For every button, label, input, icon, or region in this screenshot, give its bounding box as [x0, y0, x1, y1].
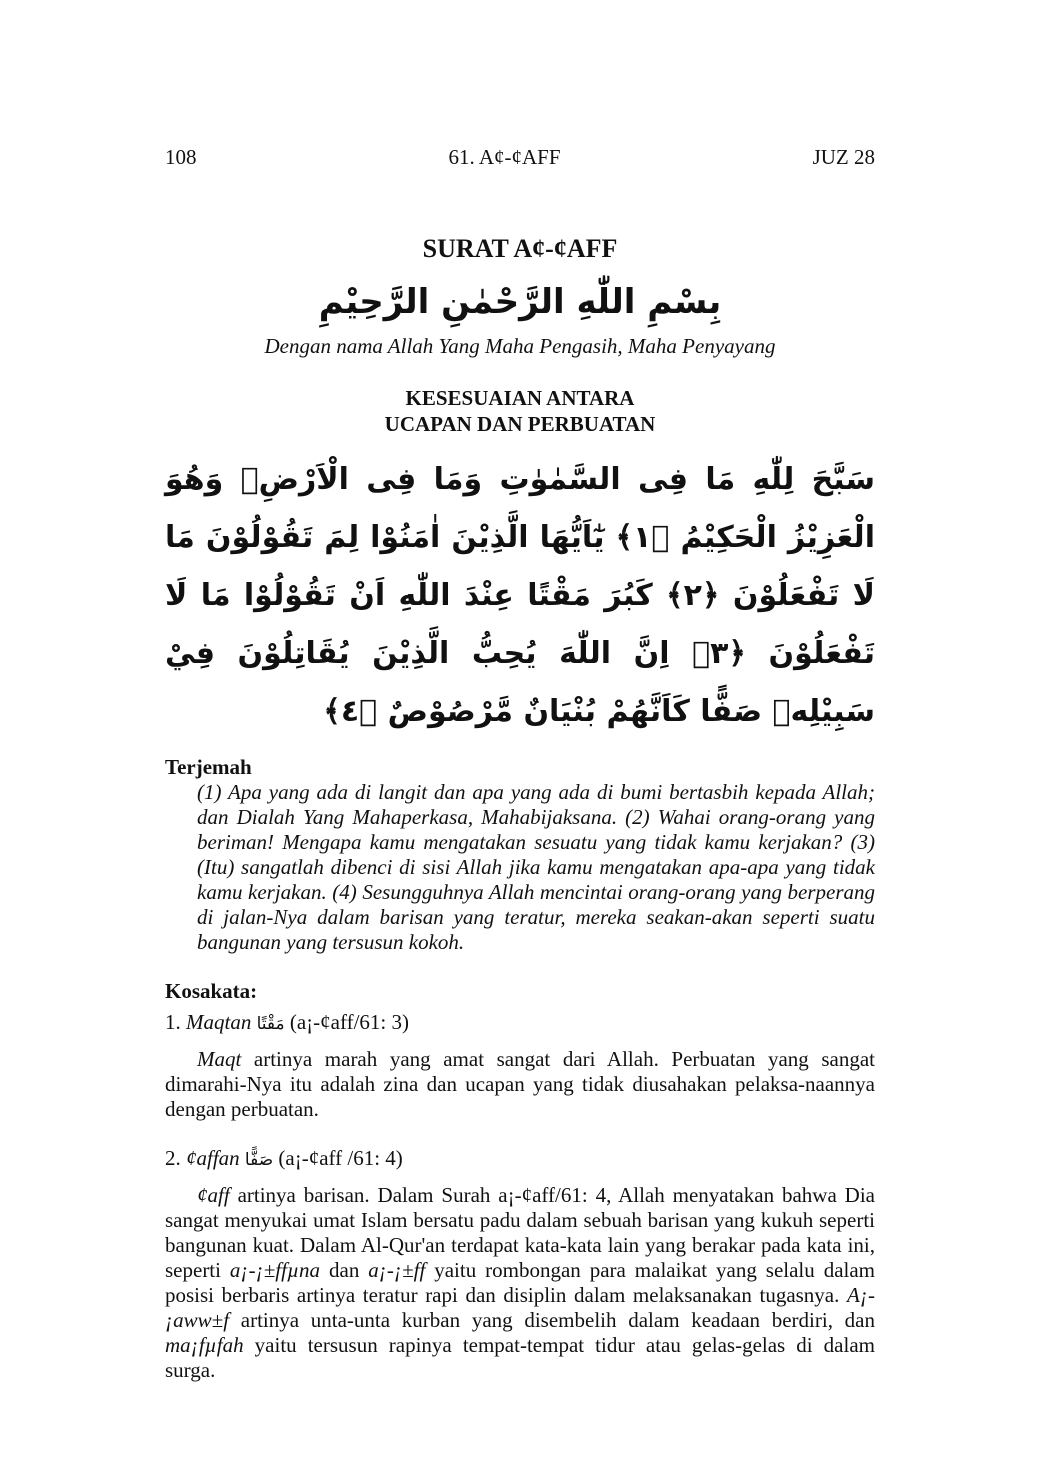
section-heading-line: KESESUAIAN ANTARA — [405, 386, 635, 410]
term-reference: (a¡-¢aff/61: 3) — [289, 1010, 409, 1034]
arabic-verses: سَبَّحَ لِلّٰهِ مَا فِى السَّمٰوٰتِ وَمَا فِى الْاَرْضِۚ وَهُوَ الْعَزِيْزُ الْحَكِيْمُ ﴿١﴾ يٰٓاَيُّهَا الَّذِيْنَ اٰمَنُوْا لِمَ تَقُوْلُوْنَ مَا لَا تَفْعَلُوْنَ ﴿٢﴾ كَبُرَ مَقْتًا عِنْدَ اللّٰهِ اَنْ تَقُوْلُوْا مَا لَا تَفْعَلُوْنَ ﴿٣﴾ اِنَّ اللّٰهَ يُحِبُّ الَّذِيْنَ يُقَاتِلُوْنَ فِيْ سَبِيْلِهٖ صَفًّا كَاَنَّهُمْ بُنْيَانٌ مَّرْصُوْصٌ ﴿٤﴾ — [165, 462, 875, 729]
running-header-chapter: 61. A¢-¢AFF — [448, 145, 561, 169]
page-content — [165, 145, 875, 1383]
lead-word: ¢aff — [197, 1183, 230, 1207]
section-heading-line: UCAPAN DAN PERBUATAN — [384, 412, 656, 436]
term: Maqtan — [186, 1010, 252, 1034]
terjemah-section — [165, 755, 875, 955]
term-arabic: صَفًّا — [244, 1150, 274, 1170]
italic-term: ma¡fµfah — [165, 1333, 244, 1357]
term-reference: (a¡-¢aff /61: 4) — [278, 1146, 403, 1170]
terjemah-heading: Terjemah — [165, 755, 252, 779]
item-number: 2. — [165, 1146, 181, 1170]
kosakata-definition — [165, 1183, 875, 1383]
definition-text: yaitu tersusun rapinya tempat-tempat tidur atau gelas-gelas di dalam surga. — [165, 1333, 875, 1382]
page-number: 108 — [165, 145, 197, 169]
surah-title: SURAT A¢-¢AFF — [422, 234, 618, 263]
definition-text: artinya barisan. Dalam Surah a¡-¢aff/61: 4, Allah menyatakan bahwa Dia sangat menyukai umat Islam bersatu padu dalam sebuah barisan yang kukuh seperti bangunan kuat. Dalam Al-Qur'an terdapat kata-kata lain yang berakar pada kata ini, seperti — [165, 1183, 875, 1282]
terjemah-text: (1) Apa yang ada di langit dan apa yang ada di bumi bertasbih kepada Allah; dan Dialah Yang Mahaperkasa, Mahabijaksana. (2) Wahai orang-orang yang beriman! Mengapa kamu mengatakan sesuatu yang tidak kamu kerjakan? (3) (Itu) sangatlah dibenci di sisi Allah jika kamu mengatakan apa-apa yang tidak kamu kerjakan. (4) Sesungguhnya Allah mencintai orang-orang yang berperang di jalan-Nya dalam barisan yang teratur, mereka seakan-akan seperti suatu bangunan yang tersusun kokoh. — [197, 780, 875, 954]
definition-text: yaitu rombongan para malaikat yang selalu dalam posisi berbaris artinya teratur rapi dan disiplin dalam melaksanakan tugasnya. — [165, 1258, 876, 1307]
definition-text: artinya marah yang amat sangat dari Allah. Perbuatan yang sangat dimarahi-Nya itu adalah zina dan ucapan yang tidak diusahakan pelaksa-naannya dengan perbuatan. — [165, 1047, 875, 1121]
basmala-translation: Dengan nama Allah Yang Maha Pengasih, Maha Penyayang — [264, 334, 776, 358]
term: ¢affan — [186, 1146, 240, 1170]
running-header-juz: JUZ 28 — [812, 145, 875, 169]
kosakata-section — [165, 979, 875, 1383]
kosakata-definition — [165, 1047, 875, 1122]
lead-word: Maqt — [197, 1047, 242, 1071]
item-number: 1. — [165, 1010, 181, 1034]
italic-term: a¡-¡±ff — [368, 1258, 426, 1282]
basmala: بِسْمِ اللّٰهِ الرَّحْمٰنِ الرَّحِيْمِ — [318, 282, 722, 322]
italic-term: a¡-¡±ffµna — [229, 1258, 321, 1282]
term-arabic: مَقْتًا — [256, 1014, 285, 1034]
section-heading — [165, 385, 875, 437]
definition-text: dan — [320, 1258, 369, 1282]
kosakata-item-term — [165, 1010, 875, 1035]
kosakata-heading: Kosakata: — [165, 979, 258, 1003]
italic-term: A¡-¡aww±f — [165, 1283, 875, 1332]
definition-text: artinya unta-unta kurban yang disembelih dalam keadaan berdiri, dan — [229, 1308, 875, 1332]
kosakata-item-term — [165, 1146, 875, 1171]
running-header — [165, 145, 875, 170]
